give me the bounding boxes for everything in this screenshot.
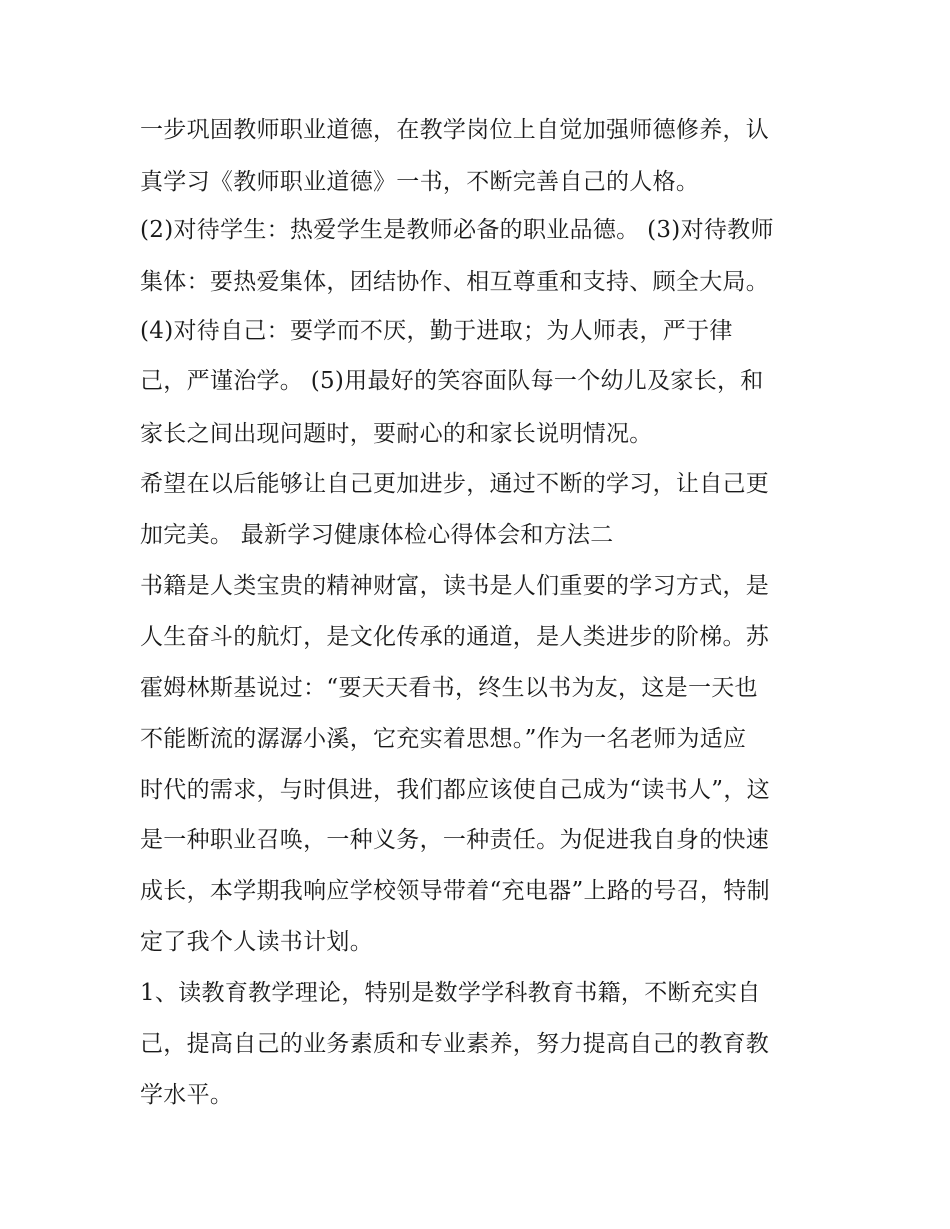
text-line: (4)对待自己：要学而不厌，勤于进取；为人师表，严于律: [140, 318, 733, 344]
text-line: 书籍是人类宝贵的精神财富，读书是人们重要的学习方式，是: [140, 573, 770, 599]
text-line: (2)对待学生：热爱学生是教师必备的职业品德。 (3)对待教师: [140, 217, 774, 243]
text-line: 己，提高自己的业务素质和专业素养，努力提高自己的教育教: [140, 1031, 770, 1057]
text-line: 成长，本学期我响应学校领导带着“充电器”上路的号召，特制: [140, 878, 770, 904]
text-line: 霍姆林斯基说过：“要天天看书，终生以书为友，这是一天也: [140, 675, 758, 701]
text-line: 学水平。: [140, 1082, 234, 1108]
text-line: 是一种职业召唤，一种义务，一种责任。为促进我自身的快速: [140, 827, 770, 853]
text-line: 1、读教育教学理论，特别是数学学科教育书籍，不断充实自: [140, 980, 761, 1006]
text-line: 己，严谨治学。 (5)用最好的笑容面队每一个幼儿及家长，和: [140, 368, 764, 394]
text-line: 真学习《教师职业道德》一书，不断完善自己的人格。: [140, 169, 700, 195]
text-line: 加完美。 最新学习健康体检心得体会和方法二: [140, 522, 614, 548]
text-line: 集体：要热爱集体，团结协作、相互尊重和支持、顾全大局。: [140, 269, 770, 295]
text-line: 不能断流的潺潺小溪，它充实着思想。”作为一名老师为适应: [140, 726, 747, 752]
text-line: 希望在以后能够让自己更加进步，通过不断的学习，让自己更: [140, 471, 770, 497]
text-line: 人生奋斗的航灯，是文化传承的通道，是人类进步的阶梯。苏: [140, 624, 770, 650]
text-line: 一步巩固教师职业道德，在教学岗位上自觉加强师德修养，认: [140, 117, 770, 143]
text-line: 定了我个人读书计划。: [140, 929, 373, 955]
text-line: 时代的需求，与时俱进，我们都应该使自己成为“读书人”，这: [140, 777, 770, 803]
text-line: 家长之间出现问题时，要耐心的和家长说明情况。: [140, 421, 653, 447]
